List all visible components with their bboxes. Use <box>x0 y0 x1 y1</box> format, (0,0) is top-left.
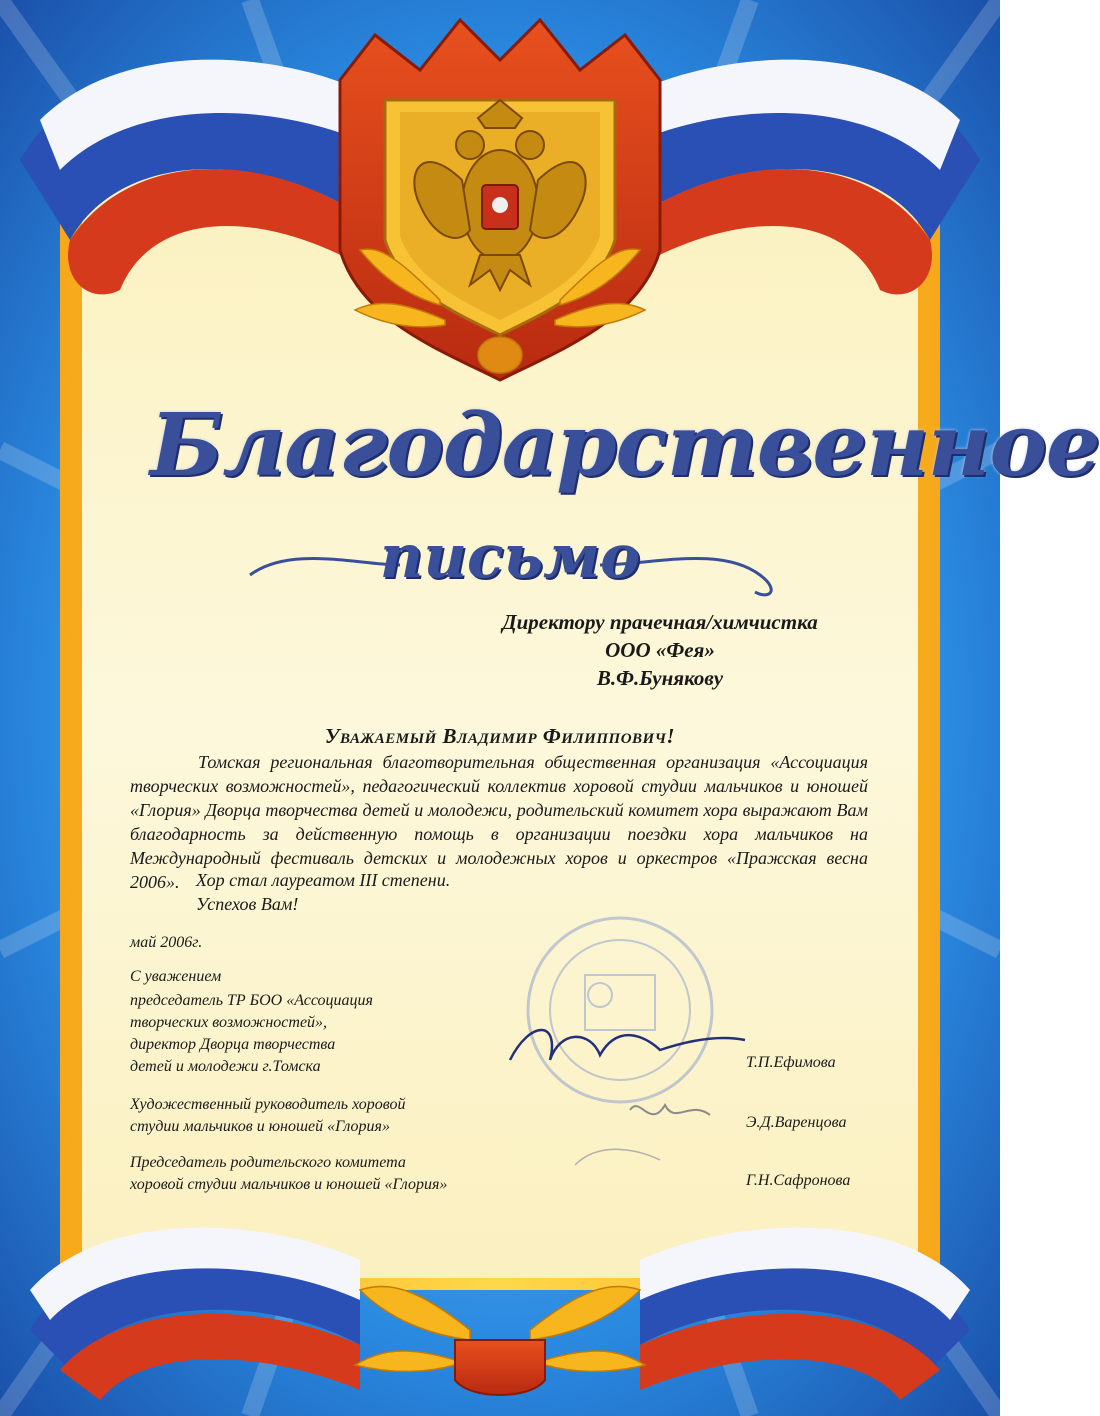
signatory-1-title-line: директор Дворца творчества <box>130 1036 336 1053</box>
signatory-3-name: Г.Н.Сафронова <box>746 1172 851 1189</box>
laureate-line: Хор стал лауреатом III степени. <box>196 870 451 890</box>
signatory-2-name: Э.Д.Варенцова <box>746 1114 847 1131</box>
signatory-1-title-line: творческих возможностей», <box>130 1014 328 1031</box>
signatory-2-title-line: студии мальчиков и юношей «Глория» <box>130 1118 390 1135</box>
wish-line: Успехов Вам! <box>196 894 299 914</box>
signatory-3-title <box>130 1152 447 1196</box>
signatory-3-title-line: хоровой студии мальчиков и юношей «Глория» <box>130 1176 448 1193</box>
addressee-line-2: ООО «Фея» <box>605 638 715 662</box>
signatory-1-title-line: детей и молодежи г.Томска <box>130 1058 321 1075</box>
signatory-1-title <box>130 990 373 1078</box>
document-subtitle: письмо <box>379 522 641 592</box>
document-title: Благодарственное <box>150 395 1100 496</box>
signatory-2-title-line: Художественный руководитель хоровой <box>130 1096 406 1113</box>
addressee-line-1: Директору прачечная/химчистка <box>502 610 818 634</box>
signatory-3-title-line: Председатель родительского комитета <box>130 1154 406 1171</box>
regards: С уважением <box>130 968 222 985</box>
addressee-line-3: В.Ф.Бунякову <box>596 666 724 690</box>
body-paragraph: Томская региональная благотворительная общественная организация «Ассоциация творческих возможностей», педагогический коллектив хоровой студии мальчиков и юношей «Глория» Дворца творчества детей и молодежи, родительский комитет хора выражают Вам благодарность за действенную помощь в организации поездки хора мальчиков на Международный фестиваль детских и молодежных хоров и оркестров «Пражская весна 2006». <box>130 752 868 892</box>
signatory-1-title-line: председатель ТР БОО «Ассоциация <box>130 992 373 1009</box>
signatory-2-title <box>130 1094 406 1138</box>
document-date: май 2006г. <box>130 934 203 951</box>
signatory-1-name: Т.П.Ефимова <box>746 1054 836 1071</box>
greeting: Уважаемый Владимир Филиппович! <box>324 724 676 748</box>
bottom-shield <box>455 1340 545 1395</box>
